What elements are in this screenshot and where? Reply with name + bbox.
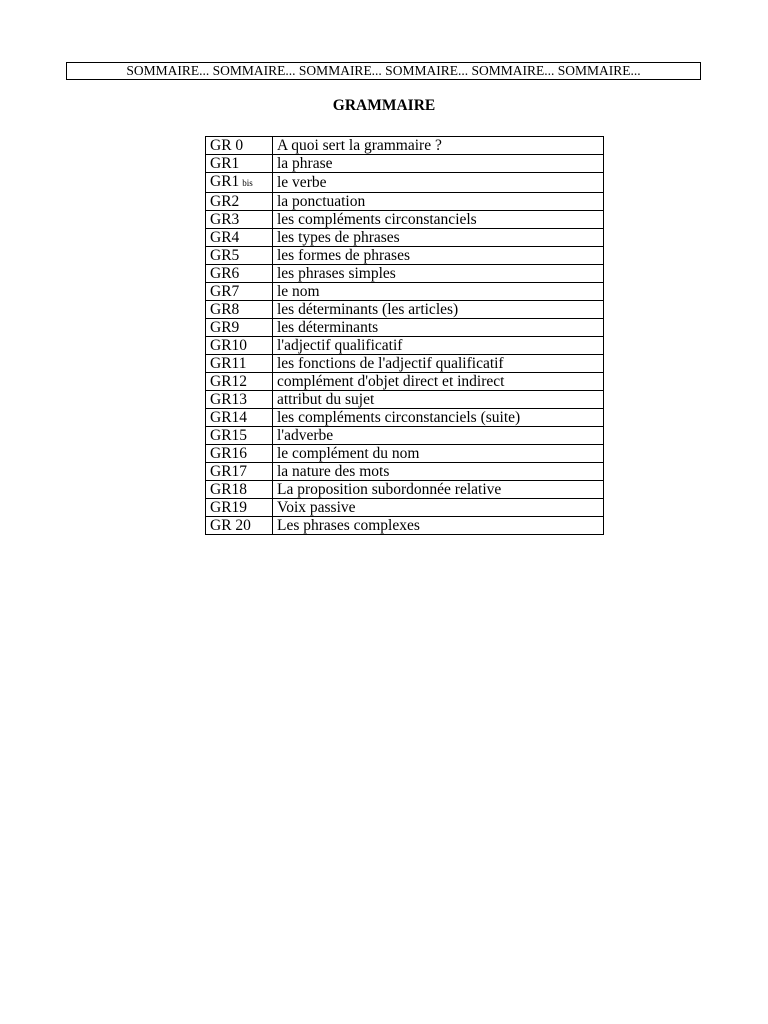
lesson-code-cell [206, 463, 273, 481]
table-row [206, 301, 604, 319]
lesson-code: GR11 [210, 355, 247, 372]
lesson-title: les compléments circonstanciels (suite) [277, 409, 521, 426]
lesson-title-cell [273, 193, 604, 211]
table-row [206, 517, 604, 535]
lesson-title-cell [273, 265, 604, 283]
lesson-code-cell [206, 247, 273, 265]
lesson-code: GR7 [210, 283, 240, 300]
lesson-code-cell [206, 355, 273, 373]
lesson-title-cell [273, 301, 604, 319]
lesson-code-cell [206, 265, 273, 283]
lesson-code-cell [206, 517, 273, 535]
lesson-code: GR12 [210, 373, 248, 390]
table-row [206, 427, 604, 445]
lesson-title: le nom [277, 283, 320, 300]
table-row [206, 155, 604, 173]
lesson-title: A quoi sert la grammaire ? [277, 137, 442, 154]
lesson-code-cell [206, 337, 273, 355]
lesson-title: les formes de phrases [277, 247, 410, 264]
lesson-title-cell [273, 373, 604, 391]
lesson-title-cell [273, 229, 604, 247]
lesson-title-cell [273, 517, 604, 535]
lesson-title: complément d'objet direct et indirect [277, 373, 505, 390]
lesson-title-cell [273, 155, 604, 173]
lesson-title-cell [273, 427, 604, 445]
table-row [206, 409, 604, 427]
lesson-title-cell [273, 463, 604, 481]
lesson-title-cell [273, 355, 604, 373]
page-title: GRAMMAIRE [332, 97, 436, 114]
lesson-code: GR1 [210, 173, 240, 190]
lesson-code-cell [206, 211, 273, 229]
grammar-table [205, 136, 604, 535]
lesson-title: La proposition subordonnée relative [277, 481, 502, 498]
lesson-code: GR15 [210, 427, 248, 444]
lesson-title-cell [273, 391, 604, 409]
lesson-code: GR3 [210, 211, 240, 228]
grammar-table-body [206, 137, 604, 535]
lesson-code-cell [206, 391, 273, 409]
lesson-code-cell [206, 427, 273, 445]
lesson-code: GR8 [210, 301, 240, 318]
lesson-code-cell [206, 155, 273, 173]
table-row [206, 319, 604, 337]
lesson-title-cell [273, 481, 604, 499]
lesson-code-cell [206, 173, 273, 193]
lesson-code-cell [206, 193, 273, 211]
lesson-code: GR10 [210, 337, 248, 354]
lesson-code-cell [206, 301, 273, 319]
lesson-title-cell [273, 137, 604, 155]
lesson-title: les fonctions de l'adjectif qualificatif [277, 355, 504, 372]
lesson-code: GR9 [210, 319, 240, 336]
lesson-title: attribut du sujet [277, 391, 375, 408]
lesson-code-cell [206, 499, 273, 517]
table-row [206, 463, 604, 481]
lesson-code: GR4 [210, 229, 240, 246]
table-row [206, 211, 604, 229]
lesson-code: GR16 [210, 445, 248, 462]
lesson-code: GR 20 [210, 517, 251, 534]
lesson-code: GR18 [210, 481, 248, 498]
table-row [206, 337, 604, 355]
table-row [206, 445, 604, 463]
lesson-code-cell [206, 319, 273, 337]
table-row [206, 229, 604, 247]
table-row [206, 355, 604, 373]
lesson-title-cell [273, 173, 604, 193]
table-row [206, 373, 604, 391]
table-row [206, 265, 604, 283]
lesson-title: le verbe [277, 174, 327, 191]
lesson-title: la ponctuation [277, 193, 366, 210]
lesson-title: Les phrases complexes [277, 517, 420, 534]
lesson-title: les déterminants [277, 319, 379, 336]
lesson-title: Voix passive [277, 499, 356, 516]
lesson-title: l'adjectif qualificatif [277, 337, 403, 354]
lesson-title: les types de phrases [277, 229, 400, 246]
lesson-title-cell [273, 283, 604, 301]
lesson-code-cell [206, 409, 273, 427]
lesson-title: les phrases simples [277, 265, 396, 282]
table-row [206, 173, 604, 193]
lesson-code: GR13 [210, 391, 248, 408]
lesson-code: GR2 [210, 193, 240, 210]
lesson-title-cell [273, 211, 604, 229]
table-row [206, 193, 604, 211]
lesson-code-suffix: bis [242, 178, 253, 188]
lesson-code: GR 0 [210, 137, 244, 154]
lesson-title: l'adverbe [277, 427, 334, 444]
lesson-code-cell [206, 229, 273, 247]
table-row [206, 391, 604, 409]
lesson-code-cell [206, 137, 273, 155]
lesson-title-cell [273, 337, 604, 355]
table-row [206, 499, 604, 517]
lesson-code: GR1 [210, 155, 240, 172]
lesson-code: GR17 [210, 463, 248, 480]
lesson-title: la nature des mots [277, 463, 390, 480]
lesson-code-cell [206, 481, 273, 499]
lesson-title-cell [273, 499, 604, 517]
lesson-title-cell [273, 409, 604, 427]
lesson-code: GR5 [210, 247, 240, 264]
lesson-code-cell [206, 373, 273, 391]
table-row [206, 247, 604, 265]
lesson-title: la phrase [277, 155, 333, 172]
table-row [206, 481, 604, 499]
lesson-title-cell [273, 319, 604, 337]
lesson-title: les compléments circonstanciels [277, 211, 477, 228]
lesson-code-cell [206, 283, 273, 301]
lesson-title-cell [273, 247, 604, 265]
lesson-code-cell [206, 445, 273, 463]
lesson-code: GR19 [210, 499, 248, 516]
table-row [206, 283, 604, 301]
lesson-code: GR14 [210, 409, 248, 426]
lesson-code: GR6 [210, 265, 240, 282]
summary-banner: SOMMAIRE... SOMMAIRE... SOMMAIRE... SOMMAIRE... SOMMAIRE... SOMMAIRE... [66, 62, 701, 80]
lesson-title: le complément du nom [277, 445, 420, 462]
lesson-title: les déterminants (les articles) [277, 301, 459, 318]
lesson-title-cell [273, 445, 604, 463]
table-row [206, 137, 604, 155]
